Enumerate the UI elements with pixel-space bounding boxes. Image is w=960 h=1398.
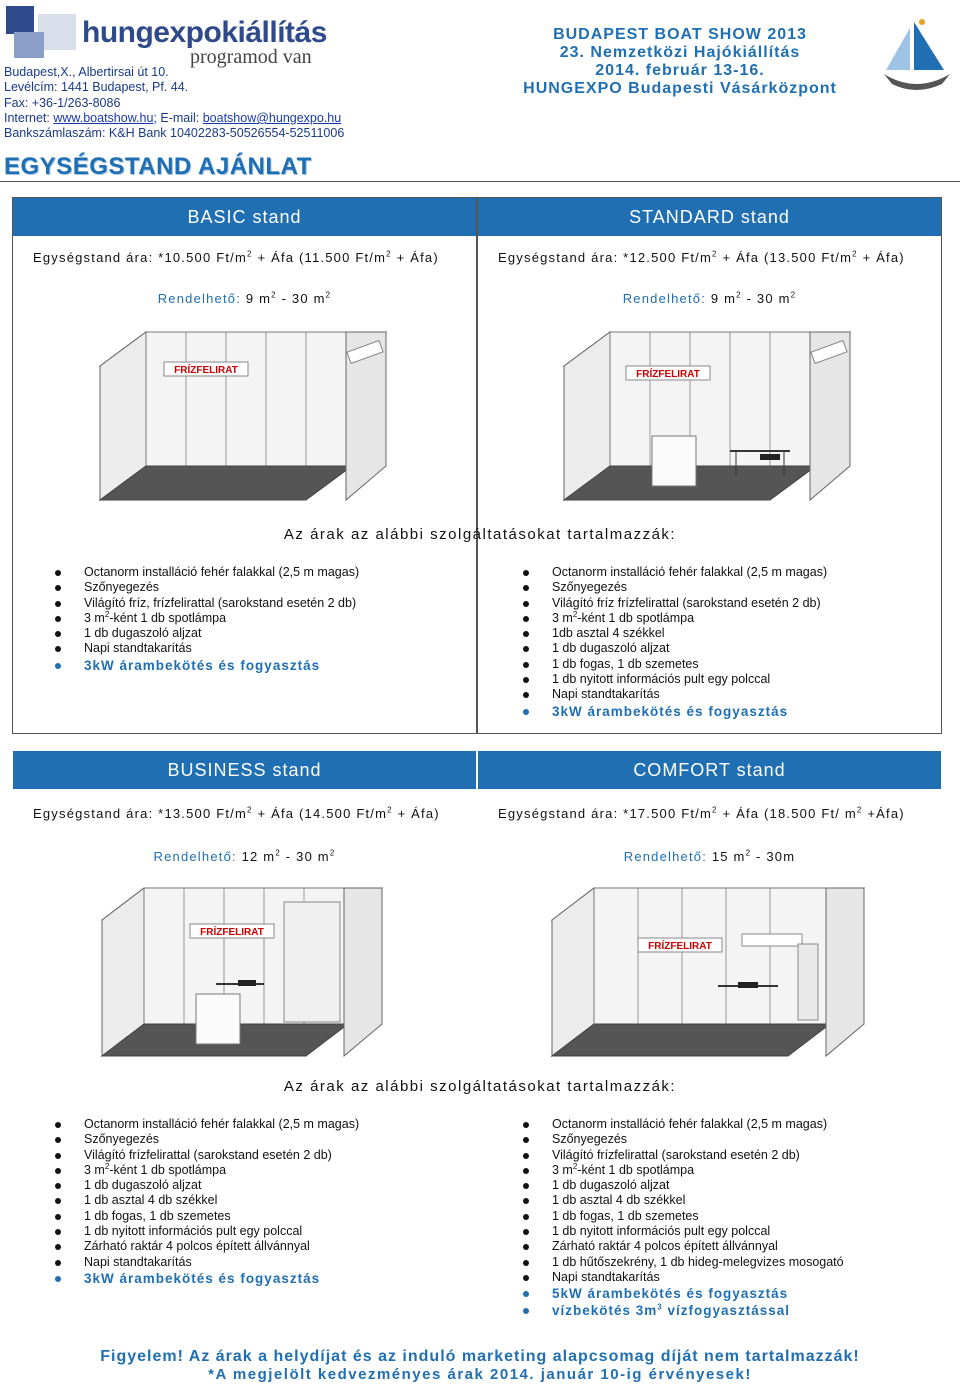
- feature-item: Octanorm installáció fehér falakkal (2,5 m magas): [552, 565, 828, 579]
- feature-item: 3 $m^2$-ként 1 db spotlámpa: [84, 611, 359, 626]
- standard-stand-features: [552, 565, 827, 720]
- standard-stand-title: STANDARD stand: [478, 198, 941, 236]
- feature-item: 3 $m^2$-ként 1 db spotlámpa: [84, 1163, 359, 1178]
- includes-heading-top: Az árak az alábbi szolgáltatásokat tartalmazzák:: [283, 526, 677, 543]
- feature-item: Világító frízfelirattal (sarokstand esetén 2 db): [84, 1148, 359, 1163]
- feature-item: Szőnyegezés: [84, 1132, 359, 1147]
- feature-item: Szőnyegezés: [552, 1132, 844, 1147]
- feature-item: 1 db asztal 4 db székkel: [552, 1193, 844, 1208]
- feature-item: 1 db nyitott információs pult egy polccal: [84, 1224, 359, 1239]
- feature-item: Napi standtakarítás: [552, 687, 827, 702]
- header-divider: [0, 181, 960, 182]
- feature-item: 1 db hűtőszekrény, 1 db hideg-melegvizes mosogató: [552, 1254, 844, 1269]
- feature-item: Világító fríz, frízfelirattal (sarokstand esetén 2 db): [84, 596, 359, 611]
- feature-item: Szőnyegezés: [84, 580, 359, 595]
- header-left: [4, 4, 474, 181]
- feature-item-highlight: vízbekötés $3m^3$ vízfogyasztással: [552, 1302, 844, 1319]
- feature-item: Octanorm installáció fehér falakkal (2,5 m magas): [84, 565, 360, 579]
- basic-stand-illustration: [96, 326, 396, 502]
- warning-note: Figyelem! Az árak a helydíjat és az induló marketing alapcsomag díját nem tartalmazzák!: [100, 1348, 860, 1365]
- document-title: EGYSÉGSTAND AJÁNLAT: [4, 153, 312, 181]
- logo-brand: hungexpo: [82, 16, 222, 49]
- event-info: [480, 26, 880, 98]
- postal-address: Levélcím: 1441 Budapest, Pf. 44.: [4, 80, 189, 95]
- comfort-stand-title: COMFORT stand: [478, 751, 941, 789]
- feature-item: 1 db asztal 4 db székkel: [84, 1193, 359, 1208]
- includes-heading-bottom: Az árak az alábbi szolgáltatásokat tartalmazzák:: [283, 1078, 677, 1095]
- feature-item: Octanorm installáció fehér falakkal (2,5 m magas): [552, 1117, 844, 1132]
- feature-item-highlight: 3kW árambekötés és fogyasztás: [84, 1270, 359, 1287]
- discount-note: *A megjelölt kedvezményes árak 2014. január 10-ig érvényesek!: [208, 1366, 752, 1383]
- feature-item: 3 $m^2$-ként 1 db spotlámpa: [552, 611, 827, 626]
- basic-friz-label: FRÍZFELIRAT: [174, 365, 238, 376]
- boat-show-logo-icon: [880, 18, 952, 94]
- feature-item: 1 db dugaszoló aljzat: [84, 1178, 359, 1193]
- event-line-3: 2014. február 13-16.: [595, 62, 765, 79]
- business-stand-features: [84, 1117, 359, 1287]
- bank-account: Bankszámlaszám: K&H Bank 10402283-50526554-52511006: [4, 126, 345, 141]
- basic-stand-title: BASIC stand: [13, 198, 476, 236]
- basic-stand-rentable: Rendelhető: 9 $m^2 - 30$ $m^2$: [157, 290, 332, 306]
- feature-item-highlight: 3kW árambekötés és fogyasztás: [552, 703, 827, 720]
- feature-item: 1 db dugaszoló aljzat: [552, 1178, 844, 1193]
- event-line-1: BUDAPEST BOAT SHOW 2013: [553, 26, 807, 43]
- standard-friz-label: FRÍZFELIRAT: [636, 369, 700, 380]
- internet-line: [4, 111, 474, 126]
- business-friz-label: FRÍZFELIRAT: [200, 927, 264, 938]
- feature-item: Napi standtakarítás: [84, 1255, 359, 1270]
- standard-stand-rentable: Rendelhető: 9 $m^2 - 30$ $m^2$: [622, 290, 797, 306]
- event-line-2: 23. Nemzetközi Hajókiállítás: [559, 44, 801, 61]
- standard-stand-price: Egységstand ára: *12.500 $Ft/m^2$ + Áfa (13.500 $Ft/m^2$ + Áfa): [498, 249, 905, 265]
- feature-item: 1 db fogas, 1 db szemetes: [84, 1209, 359, 1224]
- hungexpo-logo: [4, 4, 474, 68]
- feature-item: 1 db nyitott információs pult egy polccal: [552, 1224, 844, 1239]
- feature-item: Világító fríz frízfelirattal (sarokstand esetén 2 db): [552, 596, 827, 611]
- comfort-friz-label: FRÍZFELIRAT: [648, 941, 712, 952]
- feature-item: Zárható raktár 4 polcos épített állvánnyal: [84, 1239, 359, 1254]
- feature-item: 1 db nyitott információs pult egy polccal: [552, 672, 827, 687]
- fax: Fax: +36-1/263-8086: [4, 95, 121, 110]
- website-link[interactable]: www.boatshow.hu: [53, 110, 154, 125]
- comfort-stand-features: [552, 1117, 844, 1319]
- feature-item-highlight: 5kW árambekötés és fogyasztás: [552, 1285, 844, 1302]
- standard-stand-illustration: [560, 326, 860, 502]
- feature-item: 1db asztal 4 székkel: [552, 626, 827, 641]
- comfort-stand-illustration: [548, 884, 868, 1060]
- hungexpo-logo-icon: [4, 4, 78, 60]
- feature-item: 1 db dugaszoló aljzat: [552, 641, 827, 656]
- feature-item: 1 db dugaszoló aljzat: [84, 626, 359, 641]
- feature-item-highlight: 3kW árambekötés és fogyasztás: [84, 657, 359, 674]
- business-stand-rentable: Rendelhető: 12 $m^2 - 30$ $m^2$: [153, 848, 336, 864]
- basic-stand-features: [84, 565, 359, 674]
- comfort-stand-price: Egységstand ára: *17.500 $Ft/m^2$ + Áfa (18.500 Ft/ $m^2$ +Áfa): [498, 805, 905, 821]
- feature-item: Octanorm installáció fehér falakkal (2,5 m magas): [84, 1117, 360, 1131]
- event-line-4: HUNGEXPO Budapesti Vásárközpont: [523, 80, 837, 97]
- business-stand-price: Egységstand ára: *13.500 $Ft/m^2$ + Áfa (14.500 $Ft/m^2$ + Áfa): [33, 805, 440, 821]
- business-stand-title: BUSINESS stand: [13, 751, 476, 789]
- feature-item: Világító frízfelirattal (sarokstand esetén 2 db): [552, 1148, 844, 1163]
- comfort-stand-rentable: Rendelhető: 15 $m^2 - 30m$: [623, 848, 796, 864]
- basic-stand-price: Egységstand ára: *10.500 $Ft/m^2$ + Áfa (11.500 $Ft/m^2$ + Áfa): [33, 249, 439, 265]
- feature-item: Szőnyegezés: [552, 580, 827, 595]
- feature-item: Napi standtakarítás: [552, 1270, 844, 1285]
- email-link[interactable]: boatshow@hungexpo.hu: [202, 110, 342, 125]
- email-label: ; E-mail:: [153, 110, 203, 125]
- feature-item: 3 $m^2$-ként 1 db spotlámpa: [552, 1163, 844, 1178]
- business-stand-illustration: [98, 884, 388, 1060]
- contact-block: [4, 65, 474, 141]
- feature-item: 1 db fogas, 1 db szemetes: [552, 657, 827, 672]
- logo-tagline: programod van: [190, 46, 312, 68]
- feature-item: Zárható raktár 4 polcos épített állvánnyal: [552, 1239, 844, 1254]
- address: Budapest,X., Albertirsai út 10.: [4, 65, 169, 79]
- logo-brand2: kiállítás: [221, 16, 327, 49]
- feature-item: Napi standtakarítás: [84, 641, 359, 656]
- feature-item: 1 db fogas, 1 db szemetes: [552, 1209, 844, 1224]
- internet-label: Internet:: [4, 110, 54, 125]
